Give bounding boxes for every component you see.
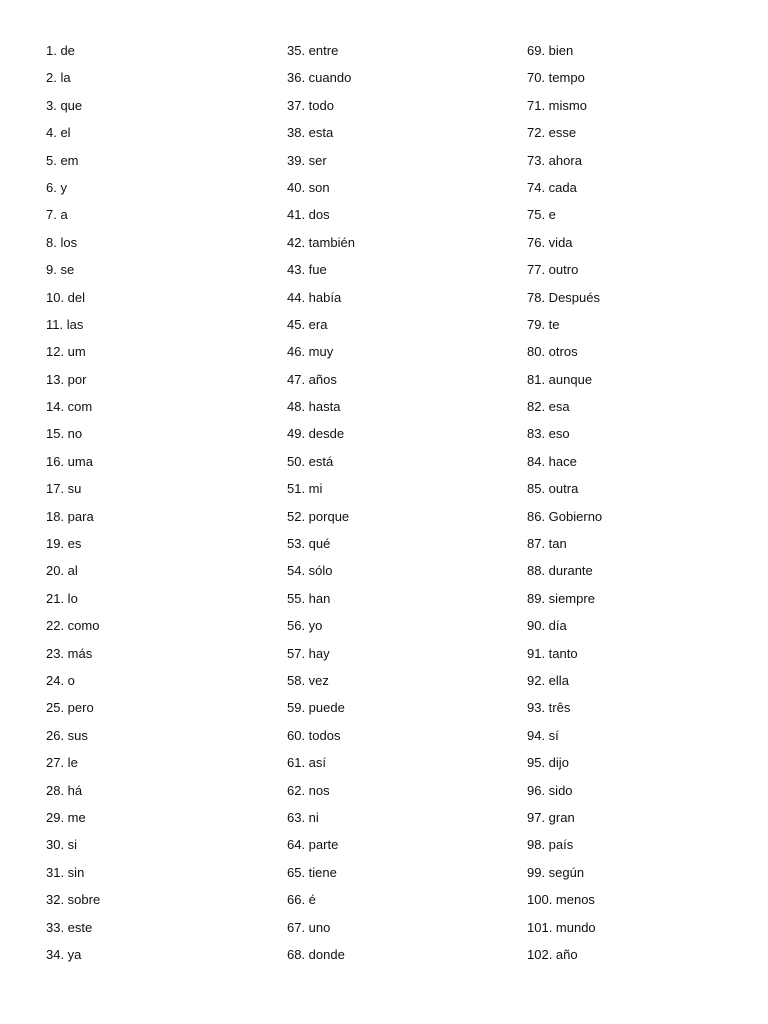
- word-list-item: 85. outra: [527, 481, 579, 497]
- word-list-item: 7. a: [46, 207, 68, 223]
- word-list-item: 95. dijo: [527, 755, 569, 771]
- word-list-item: 82. esa: [527, 399, 570, 415]
- word-list-item: 53. qué: [287, 536, 331, 552]
- word-list-item: 57. hay: [287, 645, 330, 661]
- word-list-item: 96. sido: [527, 782, 573, 798]
- word-list-item: 3. que: [46, 97, 83, 113]
- word-list-item: 56. yo: [287, 618, 323, 634]
- word-list-item: 92. ella: [527, 672, 569, 688]
- word-list-item: 97. gran: [527, 809, 575, 825]
- word-list-item: 77. outro: [527, 262, 579, 278]
- word-list-item: 58. vez: [287, 672, 329, 688]
- word-list-item: 8. los: [46, 234, 78, 250]
- word-list-item: 19. es: [46, 536, 82, 552]
- word-column-2: [287, 37, 507, 968]
- word-list-item: 62. nos: [287, 782, 330, 798]
- word-list-item: 78. Después: [527, 289, 600, 305]
- word-list-item: 31. sin: [46, 864, 85, 880]
- word-list-item: 29. me: [46, 809, 86, 825]
- word-list-item: 64. parte: [287, 837, 339, 853]
- word-list-item: 11. las: [46, 316, 84, 332]
- word-list-item: 88. durante: [527, 563, 593, 579]
- word-list-item: 70. tempo: [527, 70, 585, 86]
- word-list-item: 21. lo: [46, 590, 78, 606]
- word-list-item: 1. de: [46, 43, 75, 58]
- word-list-item: 15. no: [46, 426, 83, 442]
- word-list-item: 102. año: [527, 946, 578, 962]
- word-column-1: [46, 37, 266, 968]
- word-list-item: 49. desde: [287, 426, 345, 442]
- word-list-item: 75. e: [527, 207, 556, 223]
- word-list-item: 41. dos: [287, 207, 330, 223]
- word-list-item: 50. está: [287, 453, 334, 469]
- word-list-item: 69. bien: [527, 43, 574, 58]
- word-list-item: 55. han: [287, 590, 331, 606]
- word-list-item: 80. otros: [527, 344, 578, 360]
- word-list-item: 79. te: [527, 316, 560, 332]
- word-list-item: 52. porque: [287, 508, 350, 524]
- word-list-item: 100. menos: [527, 892, 595, 908]
- word-list-item: 14. com: [46, 399, 93, 415]
- word-list-item: 74. cada: [527, 179, 577, 195]
- word-list-item: 90. día: [527, 618, 567, 634]
- word-list-item: 13. por: [46, 371, 87, 387]
- word-list-item: 48. hasta: [287, 399, 341, 415]
- word-list-item: 33. este: [46, 919, 93, 935]
- word-list-item: 2. la: [46, 70, 71, 86]
- word-list-item: 38. esta: [287, 125, 334, 141]
- word-list-item: 61. así: [287, 755, 327, 771]
- word-list-item: 25. pero: [46, 700, 94, 716]
- word-list-item: 60. todos: [287, 727, 341, 743]
- word-list-item: 76. vida: [527, 234, 573, 250]
- word-list-item: 101. mundo: [527, 919, 596, 935]
- word-list-item: 66. é: [287, 892, 316, 908]
- word-list-item: 27. le: [46, 755, 78, 771]
- word-list-item: 71. mismo: [527, 97, 587, 113]
- word-list-item: 18. para: [46, 508, 94, 524]
- word-list-item: 24. o: [46, 672, 75, 688]
- word-list-item: 63. ni: [287, 809, 319, 825]
- word-list-item: 40. son: [287, 179, 330, 195]
- word-list-item: 45. era: [287, 316, 328, 332]
- word-list-item: 10. del: [46, 289, 86, 305]
- word-list-item: 32. sobre: [46, 892, 101, 908]
- word-list-item: 99. según: [527, 864, 585, 880]
- word-list-item: 83. eso: [527, 426, 570, 442]
- word-list-item: 73. ahora: [527, 152, 582, 168]
- word-list-item: 67. uno: [287, 919, 331, 935]
- word-list-item: 51. mi: [287, 481, 323, 497]
- word-list-item: 81. aunque: [527, 371, 593, 387]
- word-list-item: 30. si: [46, 837, 78, 853]
- word-list-item: 94. sí: [527, 727, 559, 743]
- word-list-item: 89. siempre: [527, 590, 595, 606]
- word-list-item: 5. em: [46, 152, 79, 168]
- word-list-item: 16. uma: [46, 453, 93, 469]
- word-list-item: 42. también: [287, 234, 355, 250]
- word-list-item: 28. há: [46, 782, 83, 798]
- word-list-item: 43. fue: [287, 262, 327, 278]
- word-list-item: 20. al: [46, 563, 78, 579]
- word-list-item: 47. años: [287, 371, 337, 387]
- word-list-item: 68. donde: [287, 946, 345, 962]
- word-list-item: 46. muy: [287, 344, 334, 360]
- word-list-item: 36. cuando: [287, 70, 352, 86]
- word-list-item: 93. três: [527, 700, 571, 716]
- word-list-item: 23. más: [46, 645, 93, 661]
- word-list-item: 26. sus: [46, 727, 88, 743]
- word-list-item: 59. puede: [287, 700, 345, 716]
- word-list-item: 54. sólo: [287, 563, 333, 579]
- word-list-item: 35. entre: [287, 43, 339, 58]
- word-list-item: 86. Gobierno: [527, 508, 603, 524]
- word-list-item: 12. um: [46, 344, 86, 360]
- word-list-item: 72. esse: [527, 125, 577, 141]
- word-list-item: 6. y: [46, 179, 67, 195]
- word-list-item: 9. se: [46, 262, 75, 278]
- word-list-item: 98. país: [527, 837, 574, 853]
- word-list-item: 4. el: [46, 125, 71, 141]
- word-list-item: 84. hace: [527, 453, 577, 469]
- word-list-item: 65. tiene: [287, 864, 337, 880]
- word-list-item: 44. había: [287, 289, 342, 305]
- word-column-3: [527, 37, 747, 968]
- word-list-item: 17. su: [46, 481, 82, 497]
- word-list-item: 39. ser: [287, 152, 327, 168]
- word-list-item: 91. tanto: [527, 645, 578, 661]
- word-list-item: 34. ya: [46, 946, 82, 962]
- word-list-item: 37. todo: [287, 97, 334, 113]
- word-list-item: 22. como: [46, 618, 100, 634]
- word-list-item: 87. tan: [527, 536, 567, 552]
